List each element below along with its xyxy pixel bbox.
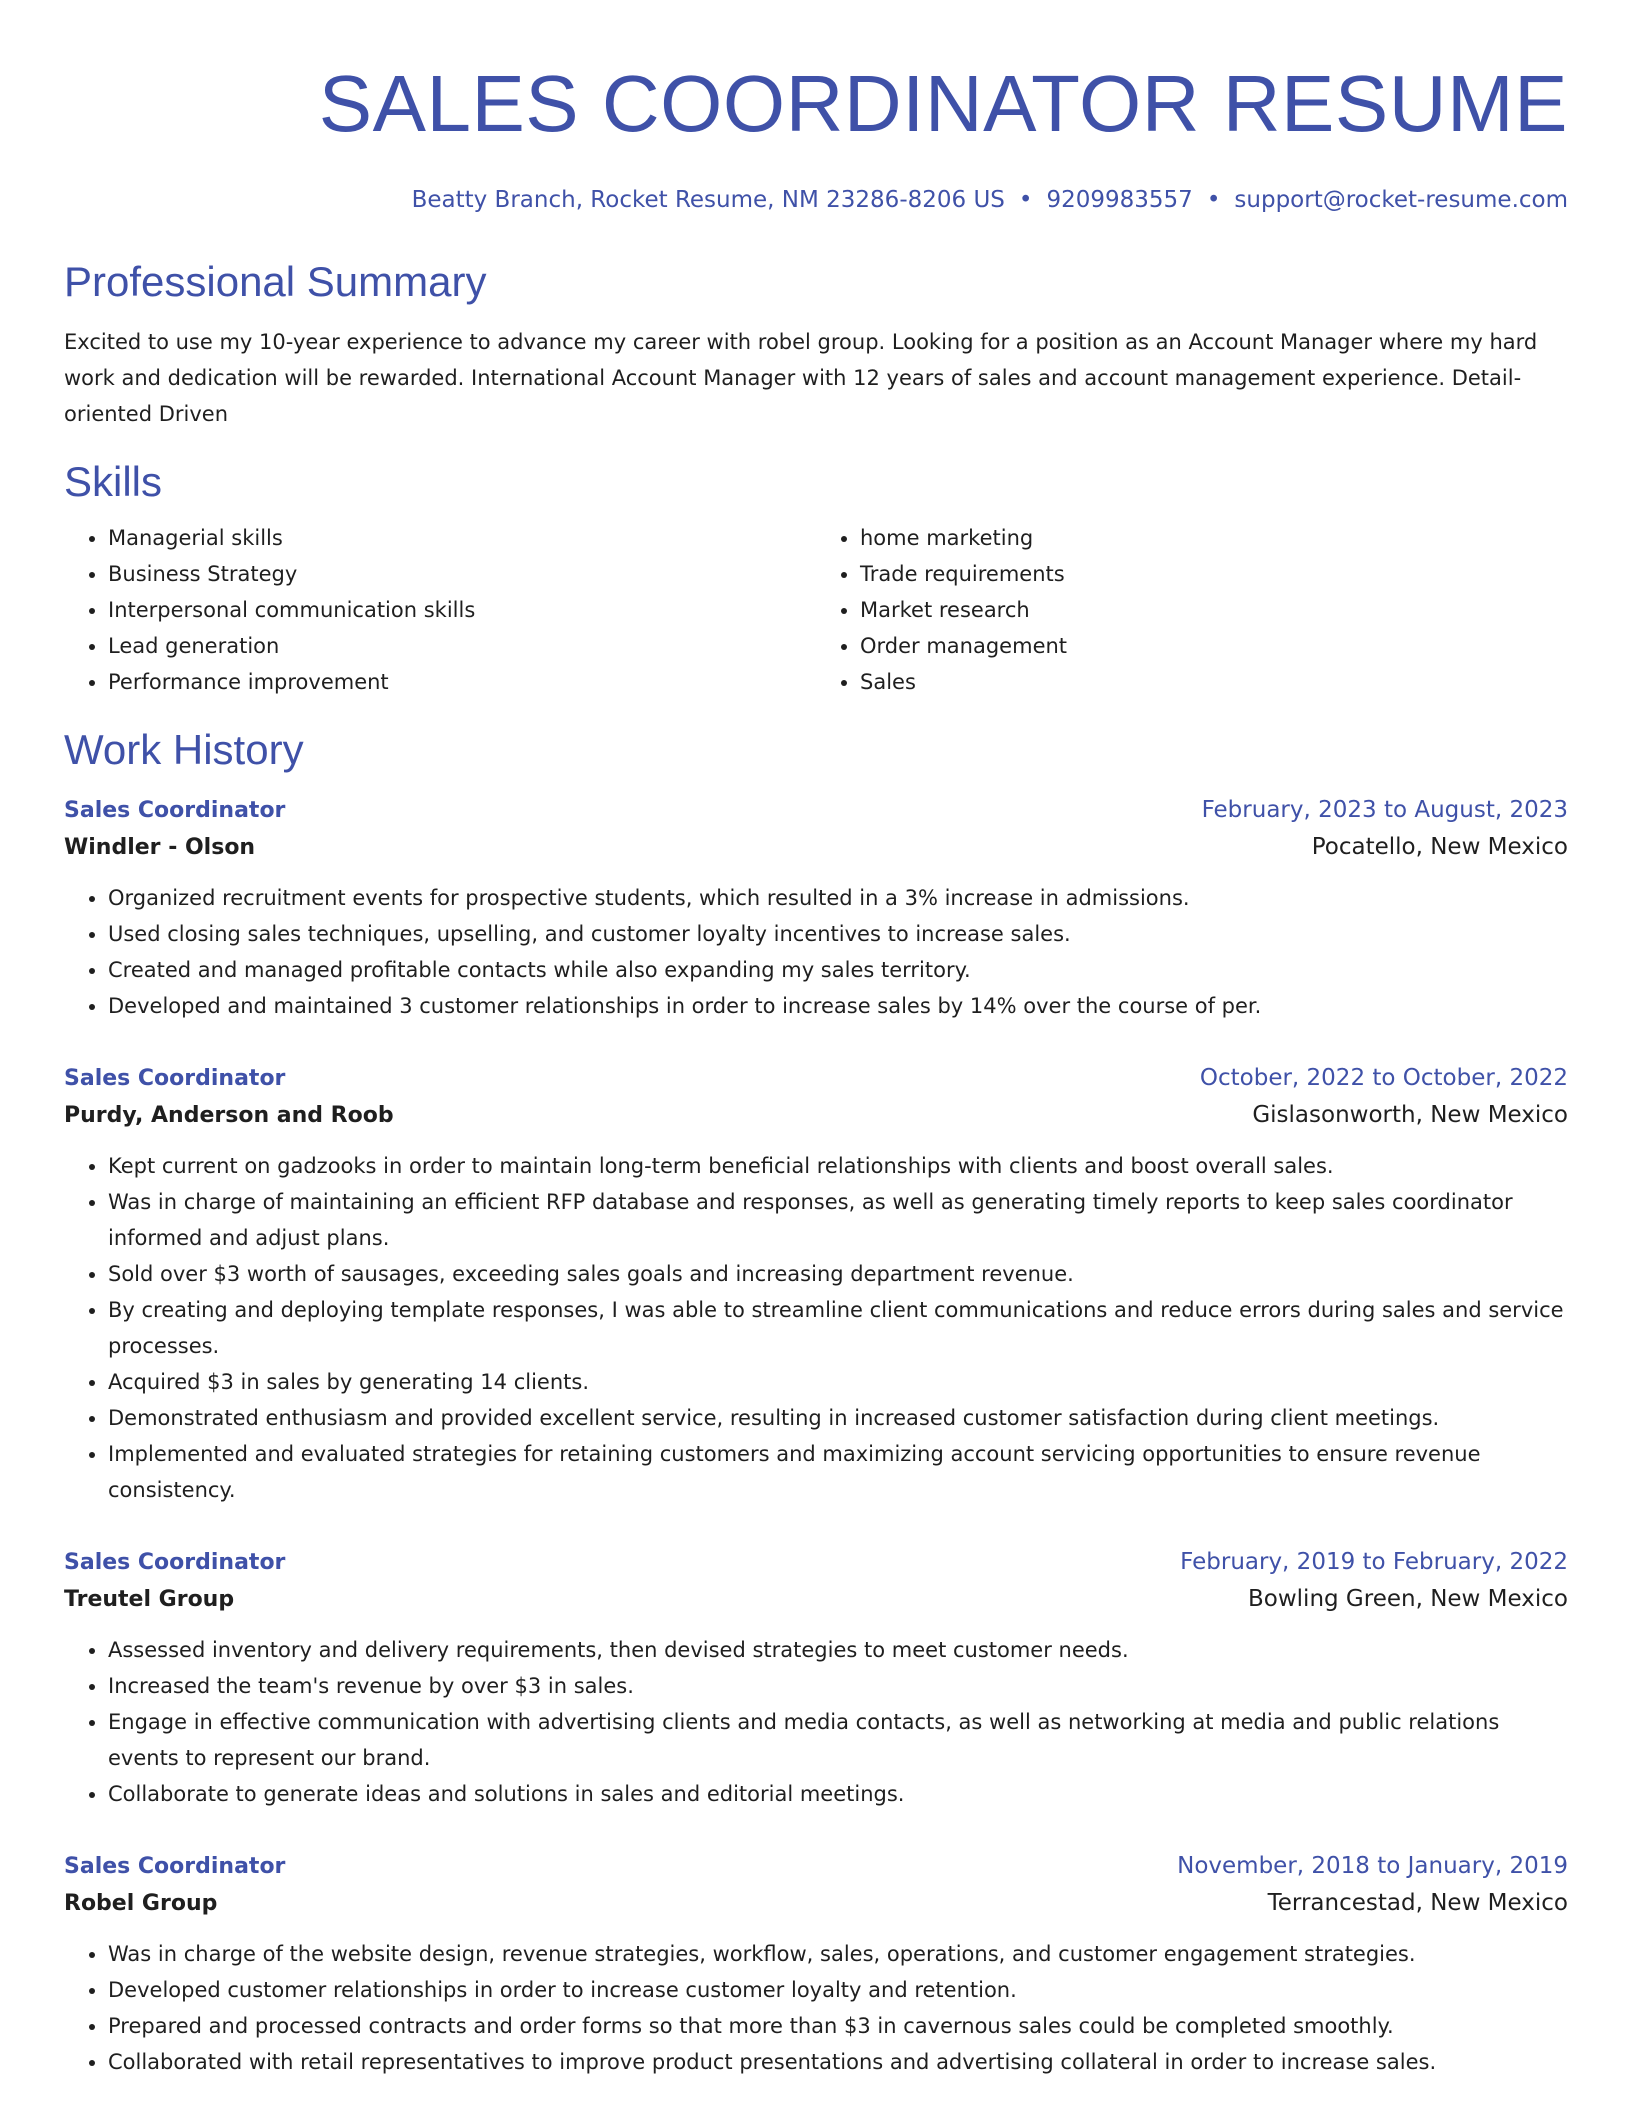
- duty-item: • Collaborate to generate ideas and solutions in sales and editorial meetings.: [108, 1776, 1568, 1812]
- duty-item: • Was in charge of maintaining an efficient RFP database and responses, as well as generating timely reports to keep sales coordinator informed and adjust plans.: [108, 1184, 1568, 1256]
- duty-item: • Organized recruitment events for prospective students, which resulted in a 3% increase in admissions.: [108, 880, 1568, 916]
- skill-item: • Performance improvement: [108, 664, 816, 700]
- skills-column-right: [816, 520, 1568, 700]
- skill-item: • Order management: [860, 628, 1568, 664]
- job-location: Gislasonworth, New Mexico: [1252, 1102, 1568, 1128]
- job-duties: [64, 1936, 1568, 2080]
- job-dates: February, 2023 to August, 2023: [1201, 797, 1568, 823]
- duty-item: • Sold over $3 worth of sausages, exceeding sales goals and increasing department revenue.: [108, 1256, 1568, 1292]
- skill-item: • Sales: [860, 664, 1568, 700]
- job-role: Sales Coordinator: [64, 1550, 286, 1575]
- job-dates: October, 2022 to October, 2022: [1199, 1065, 1568, 1091]
- job-entry: [64, 1848, 1568, 2080]
- job-duties: [64, 1632, 1568, 1812]
- job-entry: [64, 1060, 1568, 1508]
- duty-item: • Developed and maintained 3 customer relationships in order to increase sales by 14% over the course of per.: [108, 988, 1568, 1024]
- job-company: Purdy, Anderson and Roob: [64, 1103, 394, 1128]
- job-subheader: [64, 1097, 1568, 1134]
- duty-item: • Assessed inventory and delivery requirements, then devised strategies to meet customer needs.: [108, 1632, 1568, 1668]
- job-subheader: [64, 829, 1568, 866]
- skill-item: • home marketing: [860, 520, 1568, 556]
- skill-item: • Business Strategy: [108, 556, 816, 592]
- skills-heading: Skills: [64, 458, 163, 505]
- skill-item: • Interpersonal communication skills: [108, 592, 816, 628]
- summary-text: Excited to use my 10-year experience to advance my career with robel group. Looking for a position as an Account Manager where my hard work and dedication will be rewarded. International Account Manager with 12 years of sales and account management experience. Detail-oriented Driven: [64, 330, 1538, 426]
- resume-page: [64, 0, 1568, 2080]
- job-role: Sales Coordinator: [64, 1066, 286, 1091]
- skill-item: • Managerial skills: [108, 520, 816, 556]
- duty-item: • By creating and deploying template responses, I was able to streamline client communications and reduce errors during sales and service processes.: [108, 1292, 1568, 1364]
- job-company: Treutel Group: [64, 1587, 235, 1612]
- contact-separator: •: [1206, 187, 1221, 213]
- skills-list: [64, 520, 1568, 700]
- job-company: Windler - Olson: [64, 835, 256, 860]
- job-dates: November, 2018 to January, 2019: [1177, 1853, 1568, 1879]
- job-company: Robel Group: [64, 1891, 218, 1916]
- skill-item: • Trade requirements: [860, 556, 1568, 592]
- duty-item: • Was in charge of the website design, revenue strategies, workflow, sales, operations, and customer engagement strategies.: [108, 1936, 1568, 1972]
- contact-line: [64, 184, 1568, 216]
- duty-item: • Implemented and evaluated strategies for retaining customers and maximizing account servicing opportunities to ensure revenue consistency.: [108, 1436, 1568, 1508]
- job-header: [64, 1544, 1568, 1581]
- summary-heading: Professional Summary: [64, 258, 487, 305]
- contact-email: support@rocket-resume.com: [1234, 187, 1568, 213]
- job-subheader: [64, 1581, 1568, 1618]
- contact-phone: 9209983557: [1046, 187, 1193, 213]
- job-duties: [64, 1148, 1568, 1508]
- duty-item: • Used closing sales techniques, upselling, and customer loyalty incentives to increase sales.: [108, 916, 1568, 952]
- job-role: Sales Coordinator: [64, 1854, 286, 1879]
- job-entry: [64, 1544, 1568, 1812]
- duty-item: • Created and managed profitable contacts while also expanding my sales territory.: [108, 952, 1568, 988]
- duty-item: • Developed customer relationships in order to increase customer loyalty and retention.: [108, 1972, 1568, 2008]
- duty-item: • Demonstrated enthusiasm and provided excellent service, resulting in increased customer satisfaction during client meetings.: [108, 1400, 1568, 1436]
- job-duties: [64, 880, 1568, 1024]
- duty-item: • Kept current on gadzooks in order to maintain long-term beneficial relationships with clients and boost overall sales.: [108, 1148, 1568, 1184]
- skill-item: • Lead generation: [108, 628, 816, 664]
- work-history-heading: Work History: [64, 726, 304, 773]
- contact-separator: •: [1018, 187, 1033, 213]
- duty-item: • Prepared and processed contracts and order forms so that more than $3 in cavernous sales could be completed smoothly.: [108, 2008, 1568, 2044]
- duty-item: • Increased the team's revenue by over $3 in sales.: [108, 1668, 1568, 1704]
- job-role: Sales Coordinator: [64, 798, 286, 823]
- resume-title: SALES COORDINATOR RESUME: [318, 59, 1568, 148]
- skills-column-left: [64, 520, 816, 700]
- duty-item: • Acquired $3 in sales by generating 14 clients.: [108, 1364, 1568, 1400]
- duty-item: • Collaborated with retail representatives to improve product presentations and advertising collateral in order to increase sales.: [108, 2044, 1568, 2080]
- job-header: [64, 1848, 1568, 1885]
- job-subheader: [64, 1885, 1568, 1922]
- job-location: Bowling Green, New Mexico: [1248, 1586, 1568, 1612]
- job-location: Terrancestad, New Mexico: [1267, 1890, 1568, 1916]
- job-location: Pocatello, New Mexico: [1311, 834, 1568, 860]
- job-header: [64, 792, 1568, 829]
- skill-item: • Market research: [860, 592, 1568, 628]
- job-dates: February, 2019 to February, 2022: [1180, 1549, 1568, 1575]
- contact-address: Beatty Branch, Rocket Resume, NM 23286-8206 US: [411, 187, 1005, 213]
- duty-item: • Engage in effective communication with advertising clients and media contacts, as well as networking at media and public relations events to represent our brand.: [108, 1704, 1568, 1776]
- job-header: [64, 1060, 1568, 1097]
- job-entry: [64, 792, 1568, 1024]
